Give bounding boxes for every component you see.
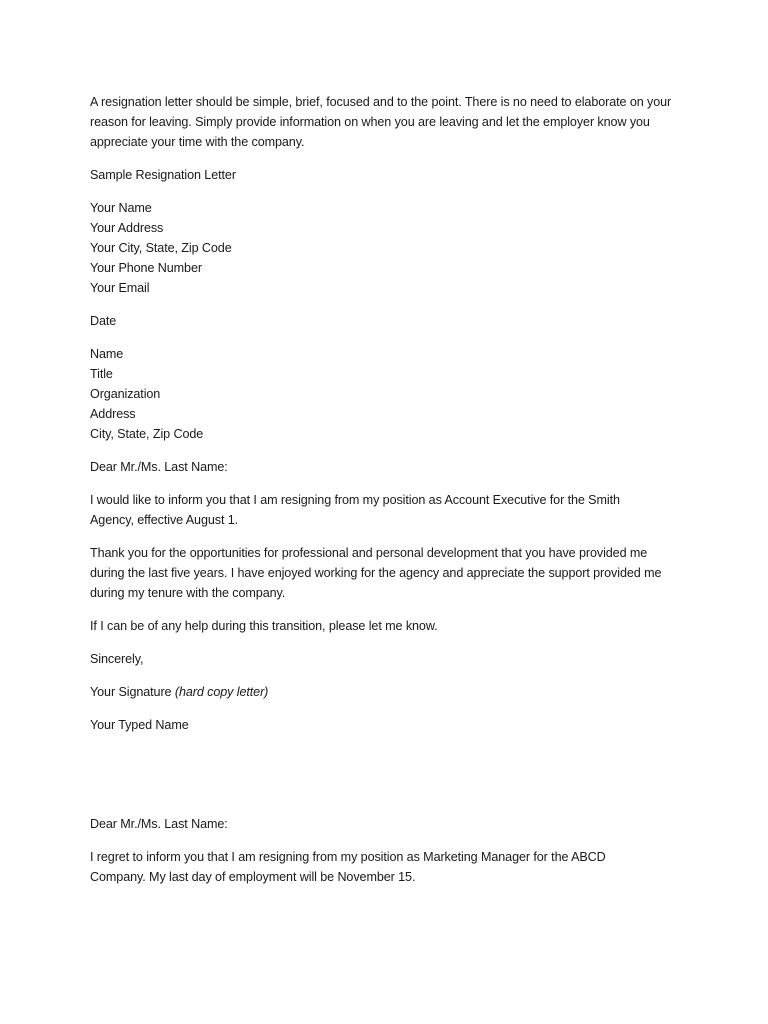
- intro-paragraph: A resignation letter should be simple, brief, focused and to the point. There is no need to elaborate on your reason for leaving. Simply provide information on when you are leaving and let the employer know you appreciate your time with the company.: [90, 95, 672, 149]
- sender-name: Your Name: [90, 201, 152, 215]
- recipient-block: [90, 344, 690, 444]
- sender-address: Your Address: [90, 221, 164, 235]
- letter1-signature-line: [90, 682, 690, 702]
- recipient-title: Title: [90, 367, 113, 381]
- letter1-typed-name: Your Typed Name: [90, 718, 189, 732]
- sender-phone: Your Phone Number: [90, 261, 202, 275]
- sender-block: [90, 198, 690, 298]
- letter1-salutation: Dear Mr./Ms. Last Name:: [90, 460, 228, 474]
- recipient-name: Name: [90, 347, 124, 361]
- letter1-paragraph-2: Thank you for the opportunities for professional and personal development that you have provided me during the last five years. I have enjoyed working for the agency and appreciate the support provided me during my tenure with the company.: [90, 546, 662, 600]
- recipient-city-state-zip: City, State, Zip Code: [90, 427, 204, 441]
- document-content: [90, 92, 690, 887]
- letter2-paragraph-1: I regret to inform you that I am resigning from my position as Marketing Manager for the ABCD Company. My last day of employment will be November 15.: [90, 850, 606, 884]
- letter1-paragraph-3: If I can be of any help during this transition, please let me know.: [90, 619, 438, 633]
- sender-city-state-zip: Your City, State, Zip Code: [90, 241, 232, 255]
- signature-label: Your Signature: [90, 685, 172, 699]
- signature-note: (hard copy letter): [174, 685, 269, 699]
- recipient-organization: Organization: [90, 387, 161, 401]
- letter1-paragraph-1: I would like to inform you that I am resigning from my position as Account Executive for the Smith Agency, effective August 1.: [90, 493, 620, 527]
- section-spacer: [90, 735, 690, 814]
- sender-email: Your Email: [90, 281, 150, 295]
- recipient-address: Address: [90, 407, 136, 421]
- date-line: Date: [90, 314, 117, 328]
- letter1-closing: Sincerely,: [90, 652, 144, 666]
- sample-heading: Sample Resignation Letter: [90, 168, 236, 182]
- letter2-salutation: Dear Mr./Ms. Last Name:: [90, 817, 228, 831]
